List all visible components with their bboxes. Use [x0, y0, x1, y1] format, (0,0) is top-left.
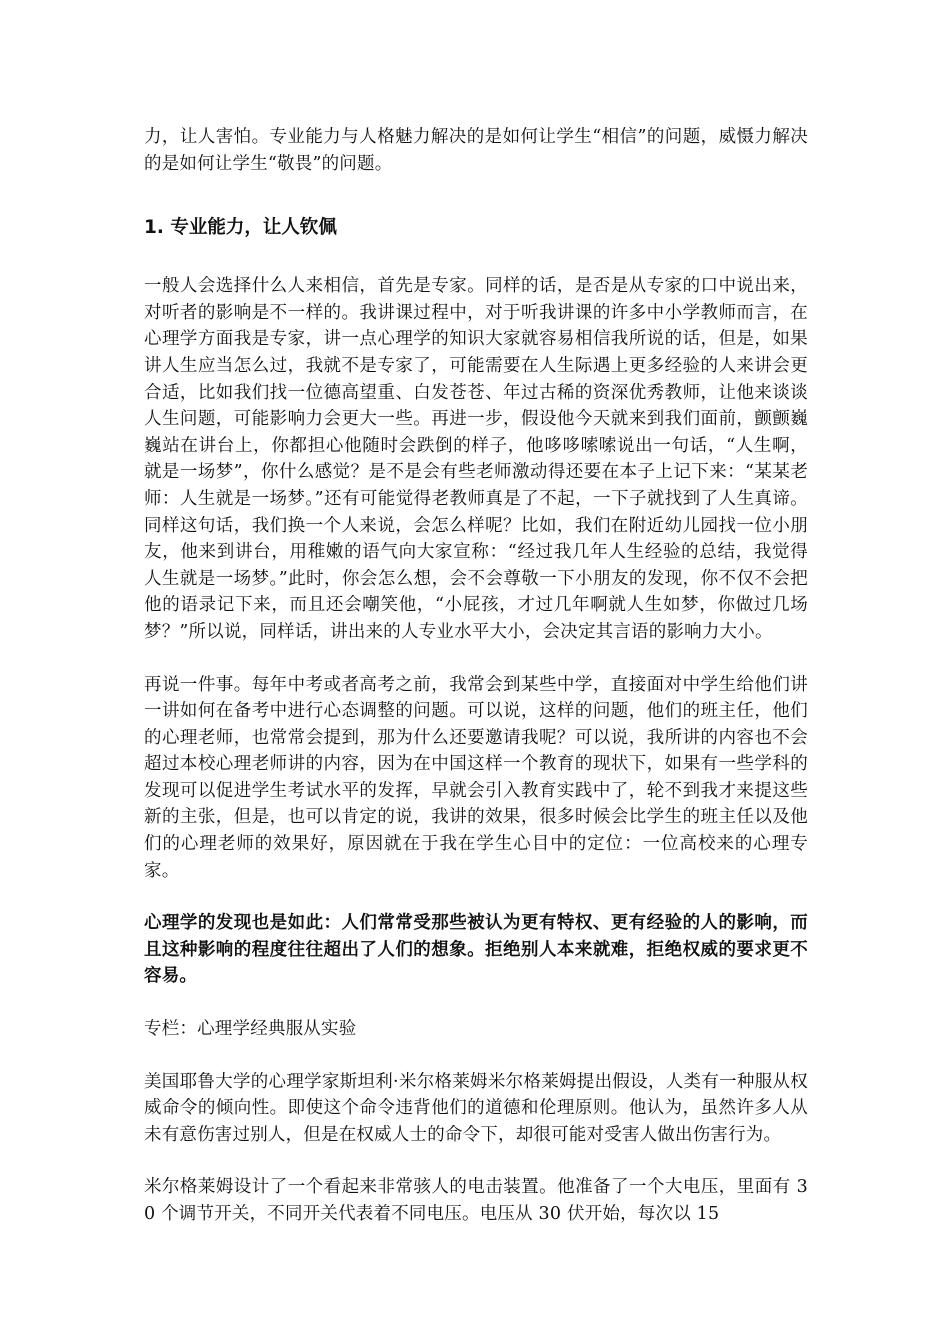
intro-paragraph: 力，让人害怕。专业能力与人格魅力解决的是如何让学生“相信”的问题，威慑力解决的是如何让学生“敬畏”的问题。: [144, 127, 808, 174]
document-page: [144, 124, 808, 1228]
body-paragraph-4: 米尔格莱姆设计了一个看起来非常骇人的电击装置。他准备了一个大电压，里面有 30 个调节开关，不同开关代表着不同电压。电压从 30 伏开始，每次以 15: [144, 1177, 808, 1224]
section-heading: 1. 专业能力，让人钦佩: [144, 217, 337, 239]
bold-summary-paragraph: 心理学的发现也是如此：人们常常受那些被认为更有特权、更有经验的人的影响，而且这种影响的程度往往超出了人们的想象。拒绝别人本来就难，拒绝权威的要求更不容易。: [144, 913, 808, 987]
body-paragraph-2: 再说一件事。每年中考或者高考之前，我常会到某些中学，直接面对中学生给他们讲一讲如何在备考中进行心态调整的问题。可以说，这样的问题，他们的班主任，他们的心理老师，也常常会提到，那为什么还要邀请我呢？可以说，我所讲的内容也不会超过本校心理老师讲的内容，因为在中国这样一个教育的现状下，如果有一些学科的发现可以促进学生考试水平的发挥，早就会引入教育实践中了，轮不到我才来提这些新的主张，但是，也可以肯定的说，我讲的效果，很多时候会比学生的班主任以及他们的心理老师的效果好，原因就在于我在学生心目中的定位：一位高校来的心理专家。: [144, 674, 808, 881]
column-label: 专栏：心理学经典服从实验: [144, 1019, 357, 1040]
body-paragraph-3: 美国耶鲁大学的心理学家斯坦利·米尔格莱姆米尔格莱姆提出假设，人类有一种服从权威命令的倾向性。即使这个命令违背他们的道德和伦理原则。他认为，虽然许多人从未有意伤害过别人，但是在权威人士的命令下，却很可能对受害人做出伤害行为。: [144, 1071, 808, 1145]
body-paragraph-1: 一般人会选择什么人来相信，首先是专家。同样的话，是否是从专家的口中说出来，对听者的影响是不一样的。我讲课过程中，对于听我讲课的许多中小学教师而言，在心理学方面我是专家，讲一点心理学的知识大家就容易相信我所说的话，但是，如果讲人生应当怎么过，我就不是专家了，可能需要在人生际遇上更多经验的人来讲会更合适，比如我们找一位德高望重、白发苍苍、年过古稀的资深优秀教师，让他来谈谈人生问题，可能影响力会更大一些。再进一步，假设他今天就来到我们面前，颤颤巍巍站在讲台上，你都担心他随时会跌倒的样子，他哆哆嗦嗦说出一句话，“人生啊，就是一场梦”，你什么感觉？是不是会有些老师激动得还要在本子上记下来：“某某老师：人生就是一场梦。”还有可能觉得老教师真是了不起，一下子就找到了人生真谛。同样这句话，我们换一个人来说，会怎么样呢？比如，我们在附近幼儿园找一位小朋友，他来到讲台，用稚嫩的语气向大家宣称：“经过我几年人生经验的总结，我觉得人生就是一场梦。”此时，你会怎么想，会不会尊敬一下小朋友的发现，你不仅不会把他的语录记下来，而且还会嘲笑他，“小屁孩，才过几年啊就人生如梦，你做过几场梦？”所以说，同样话，讲出来的人专业水平大小，会决定其言语的影响力大小。: [144, 276, 808, 642]
